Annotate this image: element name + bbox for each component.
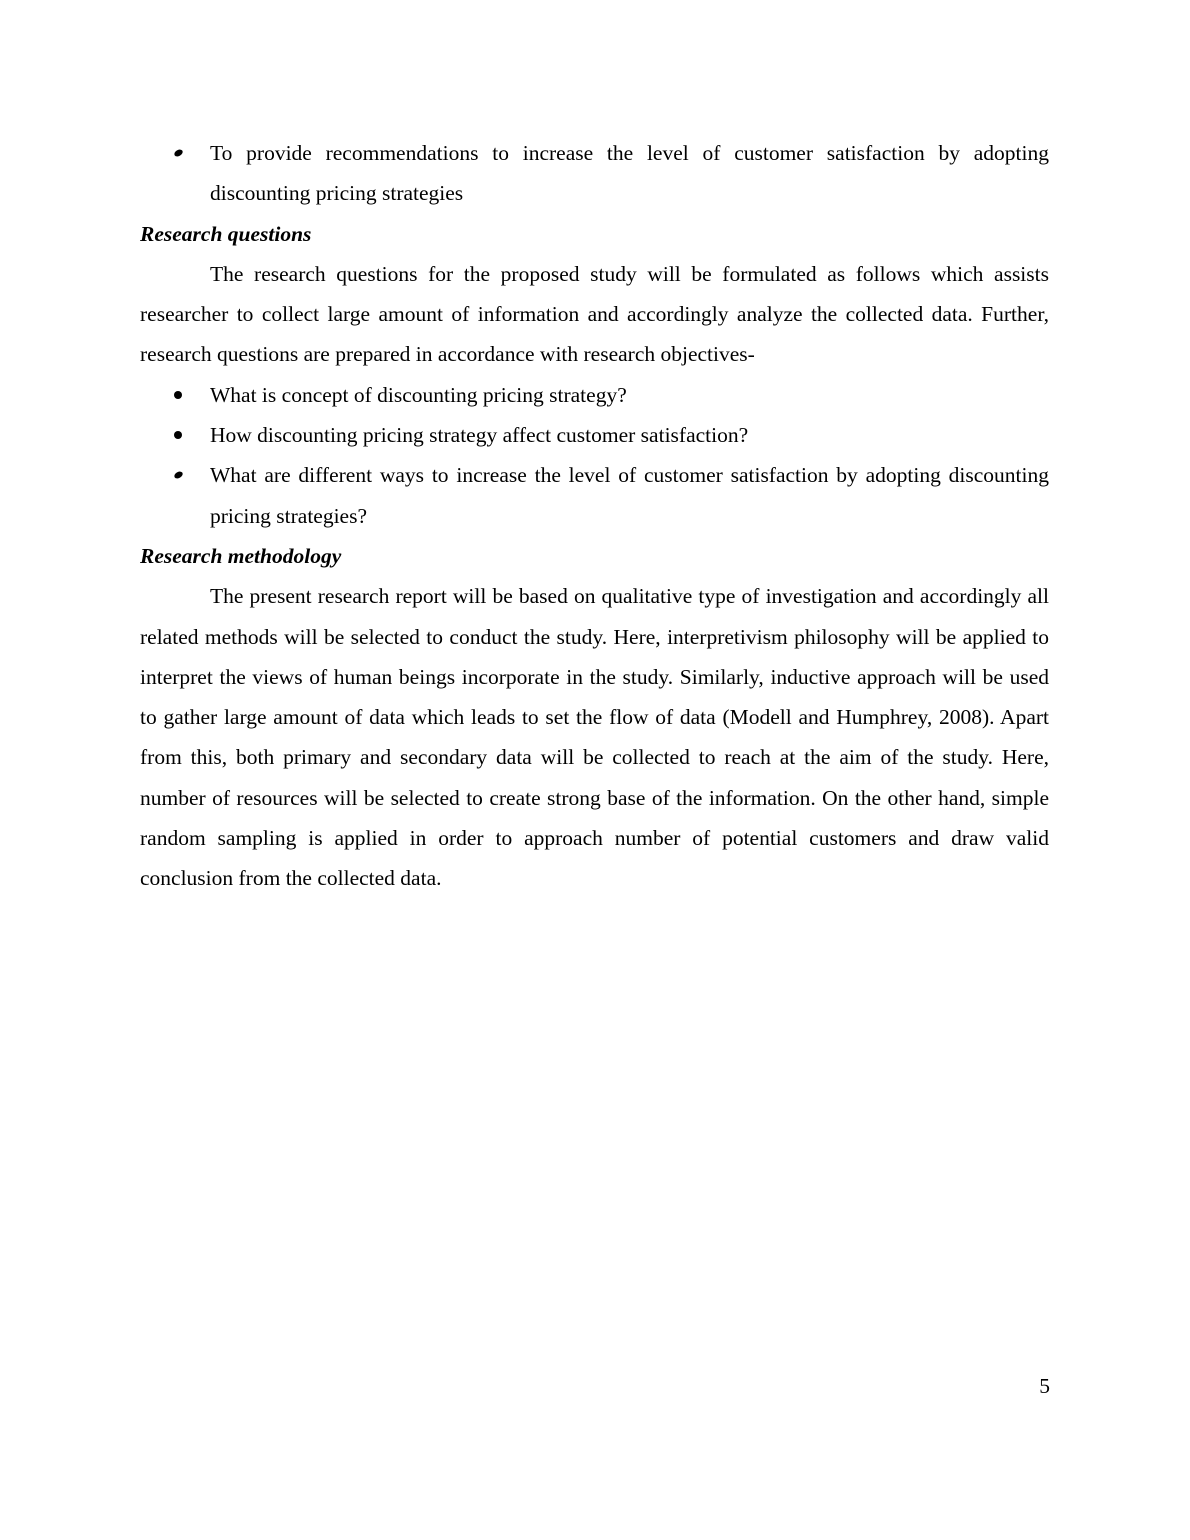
- question-item: [140, 455, 1049, 536]
- bullet-icon: [173, 471, 184, 481]
- question-item: [140, 375, 1049, 415]
- bullet-icon: [174, 391, 182, 399]
- research-questions-heading: Research questions: [140, 221, 312, 246]
- objective-bullet-list: [140, 133, 1049, 214]
- objective-bullet-text: To provide recommendations to increase the level of customer satisfaction by adopting discounting pricing strategies: [210, 141, 1049, 206]
- document-page: [140, 133, 1049, 899]
- research-questions-list: [140, 375, 1049, 536]
- bullet-icon: [174, 431, 182, 439]
- question-text: How discounting pricing strategy affect customer satisfaction?: [210, 423, 749, 448]
- bullet-icon: [173, 148, 184, 158]
- question-text: What is concept of discounting pricing strategy?: [210, 382, 627, 407]
- page-number: 5: [1039, 1374, 1050, 1398]
- research-methodology-heading: Research methodology: [140, 543, 342, 568]
- question-text: What are different ways to increase the level of customer satisfaction by adopting discounting pricing strategies?: [210, 463, 1049, 528]
- objective-bullet-item: [140, 133, 1049, 214]
- question-item: [140, 415, 1049, 455]
- research-questions-intro: The research questions for the proposed study will be formulated as follows which assists researcher to collect large amount of information and accordingly analyze the collected data. Further, research questions are prepared in accordance with research objectives-: [140, 261, 1049, 367]
- research-methodology-body: The present research report will be based on qualitative type of investigation and accordingly all related methods will be selected to conduct the study. Here, interpretivism philosophy will be applied to interpret the views of human beings incorporate in the study. Similarly, inductive approach will be used to gather large amount of data which leads to set the flow of data (Modell and Humphrey, 2008). Apart from this, both primary and secondary data will be collected to reach at the aim of the study. Here, number of resources will be selected to create strong base of the information. On the other hand, simple random sampling is applied in order to approach number of potential customers and draw valid conclusion from the collected data.: [140, 584, 1049, 891]
